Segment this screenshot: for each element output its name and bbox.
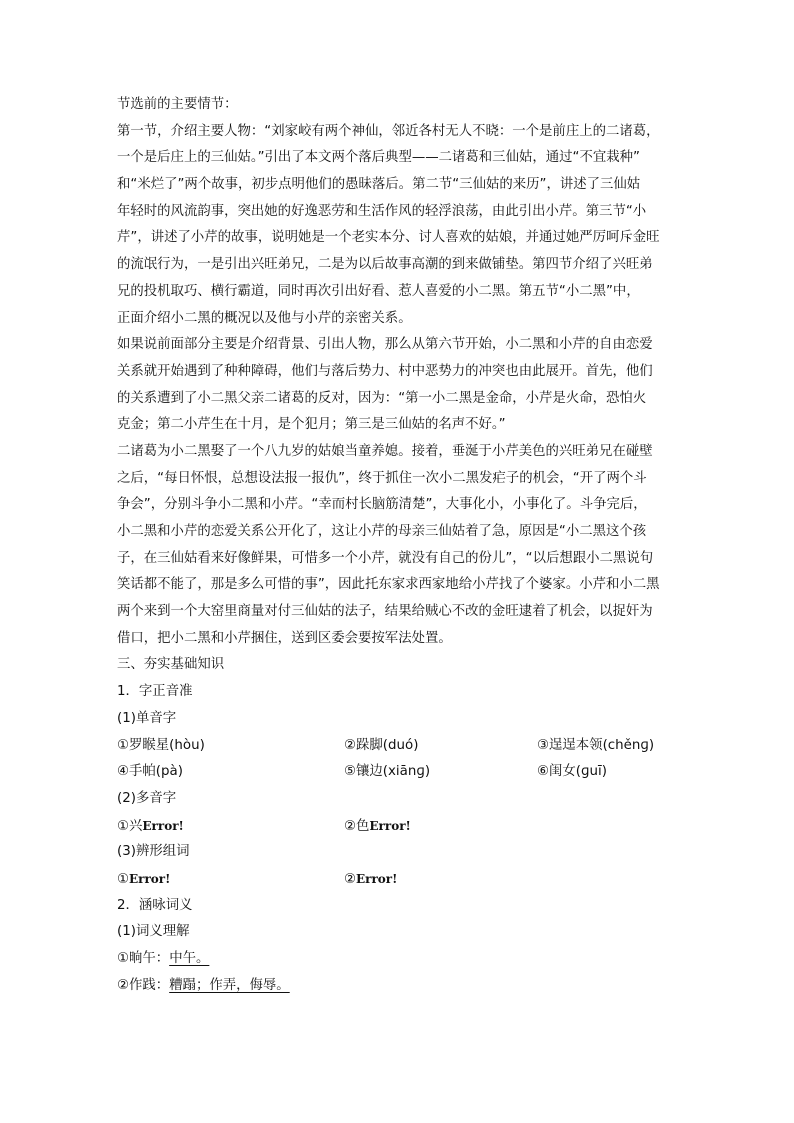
polyphone-item: [344, 813, 537, 840]
word-term: ①晌午：: [117, 951, 170, 966]
subsection-label: (3)辨形组词: [117, 844, 190, 860]
summary-line: 一个是后庄上的三仙姑。”引出了本文两个落后典型——二诸葛和三仙姑，通过“不宜栽种”: [117, 150, 640, 166]
form-word-item: [344, 866, 537, 893]
polyphone-char: ②色: [344, 818, 370, 834]
subsection-heading: 2．涵咏词义: [117, 897, 193, 913]
summary-line: 借口，把小二黑和小芹捆住，送到区委会要按军法处置。: [117, 630, 452, 646]
subsection-label: (1)单音字: [117, 710, 177, 726]
plot-heading: 节选前的主要情节：: [117, 97, 238, 112]
summary-line: 如果说前面部分主要是介绍背景、引出人物，那么从第六节开始，小二黑和小芹的自由恋爱: [117, 337, 653, 353]
subsection-label: (1)词义理解: [117, 924, 190, 940]
word-term: ②作践：: [117, 977, 170, 993]
single-char-item: ⑥闺女(ɡuī): [537, 764, 607, 780]
summary-line: 和“米烂了”两个故事，初步点明他们的愚昧落后。第二节“三仙姑的来历”，讲述了三仙姑: [117, 177, 641, 193]
word-definition: 糟蹋；作弄，侮辱。: [169, 977, 290, 993]
error-placeholder: Error!: [142, 818, 184, 833]
word-meaning-item: [117, 946, 677, 973]
subsection-heading: 1．字正音准: [117, 684, 193, 700]
section-heading: 三、夯实基础知识: [117, 657, 225, 673]
summary-line: 年轻时的风流韵事，突出她的好逸恶劳和生活作风的轻浮浪荡，由此引出小芹。第三节“小: [117, 203, 647, 219]
summary-line: 两个来到一个大窑里商量对付三仙姑的法子，结果给贼心不改的金旺逮着了机会，以捉奸为: [117, 604, 653, 620]
single-char-item: ②跺脚(duó): [344, 737, 419, 753]
error-placeholder: Error!: [356, 871, 398, 886]
summary-line: 小二黑和小芹的恋爱关系公开化了，这让小芹的母亲三仙姑着了急，原因是“小二黑这个孩: [117, 524, 647, 539]
summary-line: 克金；第二小芹生在十月，是个犯月；第三是三仙姑的名声不好。”: [117, 417, 506, 433]
error-placeholder: Error!: [369, 818, 411, 833]
form-word-item: [117, 866, 344, 893]
single-char-item: ①罗睺星(hòu): [117, 737, 205, 753]
polyphone-row: [117, 813, 677, 840]
word-meaning-item: [117, 973, 677, 1000]
summary-line: 笑话都不能了，那是多么可惜的事”，因此托东家求西家地给小芹找了个婆家。小芹和小二黑: [117, 577, 660, 593]
form-word-row: [117, 866, 677, 893]
polyphone-char: ①兴: [117, 818, 143, 834]
summary-line: 的关系遭到了小二黑父亲二诸葛的反对，因为：“第一小二黑是金命，小芹是火命，恐怕火: [117, 390, 647, 406]
item-number: ①: [117, 871, 130, 887]
summary-line: 兄的投机取巧、横行霸道，同时再次引出好看、惹人喜爱的小二黑。第五节“小二黑”中，: [117, 283, 640, 299]
single-char-item: ③逞逞本领(chěnɡ): [537, 737, 655, 753]
summary-line: 争会”，分别斗争小二黑和小芹。“幸而村长脑筋清楚”，大事化小，小事化了。斗争完后，: [117, 497, 647, 513]
single-char-item: ④手帕(pà): [117, 764, 183, 780]
error-placeholder: Error!: [129, 871, 171, 886]
document-page: [117, 92, 677, 999]
polyphone-item: [117, 813, 344, 840]
summary-line: 子，在三仙姑看来好像鲜果，可惜多一个小芹，就没有自己的份儿”，“以后想跟小二黑说句: [117, 550, 654, 566]
single-char-row: [117, 733, 677, 760]
summary-line: 芹”，讲述了小芹的故事，说明她是一个老实本分、讨人喜欢的姑娘，并通过她严厉呵斥金旺: [117, 230, 660, 246]
single-char-item: ⑤镶边(xiānɡ): [344, 764, 431, 780]
summary-line: 二诸葛为小二黑娶了一个八九岁的姑娘当童养媳。接着，垂涎于小芹美色的兴旺弟兄在碰壁: [117, 443, 653, 459]
word-definition: 中午。: [169, 951, 210, 966]
summary-line: 关系就开始遇到了种种障碍，他们与落后势力、村中恶势力的冲突也由此展开。首先，他们: [117, 363, 653, 379]
summary-line: 正面介绍小二黑的概况以及他与小芹的亲密关系。: [117, 310, 412, 326]
summary-line: 之后，“每日怀恨，总想设法报一报仇”，终于抓住一次小二黑发疟子的机会，“开了两个斗: [117, 470, 647, 486]
summary-line: 的流氓行为，一是引出兴旺弟兄，二是为以后故事高潮的到来做铺垫。第四节介绍了兴旺弟: [117, 257, 653, 273]
item-number: ②: [344, 871, 357, 887]
subsection-label: (2)多音字: [117, 790, 177, 806]
single-char-row: [117, 759, 677, 786]
summary-line: 第一节，介绍主要人物：“刘家峧有两个神仙，邻近各村无人不晓：一个是前庄上的二诸葛，: [117, 123, 660, 139]
